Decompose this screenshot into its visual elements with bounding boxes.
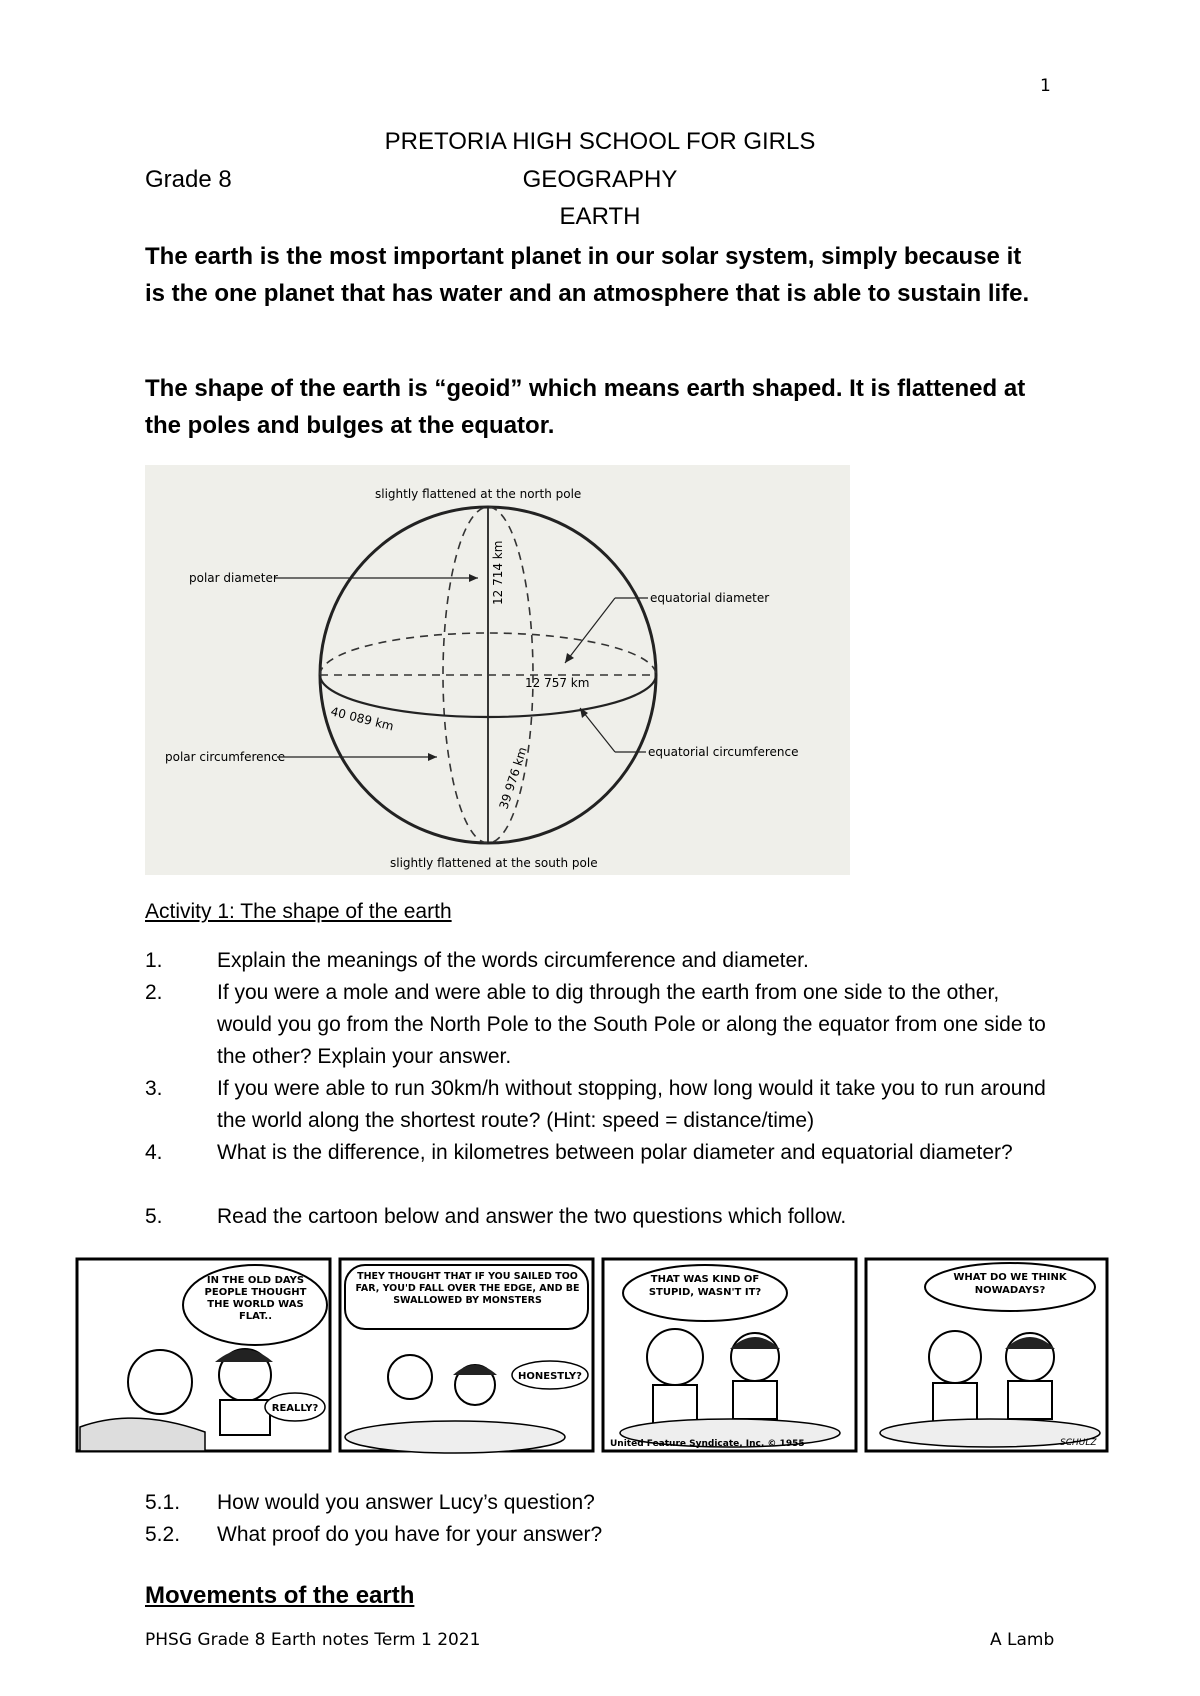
intro-paragraph-1: The earth is the most important planet in our solar system, simply because it is the one planet that has water and an atmosphere that is able to sustain life. — [145, 243, 1030, 307]
question-text: Explain the meanings of the words circumference and diameter. — [217, 949, 809, 972]
footer-right: A Lamb — [990, 1630, 1055, 1650]
bubble-text-area — [193, 1275, 318, 1339]
equatorial-diameter-value: 12 757 km — [525, 676, 590, 690]
panel1-reply-text: REALLY? — [271, 1403, 319, 1414]
equatorial-circumference-label: equatorial circumference — [648, 745, 799, 759]
panel4-bubble-text: WHAT DO WE THINK NOWADAYS? — [953, 1272, 1067, 1296]
bubble-text-area — [945, 1271, 1075, 1307]
question-number: 4. — [145, 1141, 163, 1164]
question-text: What is the difference, in kilometres between polar diameter and equatorial diameter? — [217, 1141, 1013, 1164]
polar-circumference-arrowhead — [428, 753, 437, 761]
activity-title: Activity 1: The shape of the earth — [145, 900, 452, 923]
bubble-text-area — [350, 1271, 585, 1329]
question-number: 5.2. — [145, 1523, 181, 1546]
question-number: 3. — [145, 1077, 163, 1100]
subject-title: GEOGRAPHY — [522, 166, 678, 193]
panel3-credit: United Feature Syndicate, Inc. © 1955 — [610, 1439, 805, 1449]
question-number: 1. — [145, 949, 163, 972]
question-text: If you were able to run 30km/h without stopping, how long would it take you to run around the world along the shortest route? (Hint: speed = distance/time) — [217, 1077, 1046, 1132]
couch — [345, 1421, 565, 1453]
question-text: Read the cartoon below and answer the two questions which follow. — [217, 1205, 847, 1228]
charlie-brown-head — [128, 1350, 192, 1414]
panel2-bubble-text: THEY THOUGHT THAT IF YOU SAILED TOO FAR, YOU'D FALL OVER THE EDGE, AND BE SWALLOWED BY MONSTERS — [355, 1271, 580, 1306]
grade-label: Grade 8 — [145, 166, 232, 193]
question-number: 2. — [145, 981, 163, 1004]
peanuts-cartoon — [75, 1257, 1110, 1455]
question-text: What proof do you have for your answer? — [217, 1523, 603, 1546]
charlie-brown-head — [929, 1331, 981, 1383]
lucy-body — [733, 1381, 777, 1419]
page-number: 1 — [1040, 76, 1051, 96]
charlie-brown-head — [388, 1355, 432, 1399]
north-pole-label: slightly flattened at the north pole — [375, 487, 582, 501]
lucy-body — [1008, 1381, 1052, 1419]
intro-paragraph-2: The shape of the earth is “geoid” which means earth shaped. It is flattened at the poles and bulges at the equator. — [145, 375, 1026, 439]
polar-diameter-label: polar diameter — [189, 571, 278, 585]
footer-left: PHSG Grade 8 Earth notes Term 1 2021 — [145, 1630, 481, 1650]
equatorial-diameter-label: equatorial diameter — [650, 591, 770, 605]
cartoon-svg — [75, 1257, 1110, 1455]
south-pole-label: slightly flattened at the south pole — [390, 856, 598, 870]
charlie-brown-body — [653, 1385, 697, 1425]
panel3-bubble-text: THAT WAS KIND OF STUPID, WASN'T IT? — [648, 1274, 762, 1298]
earth-diagram-svg — [145, 465, 850, 875]
movements-heading: Movements of the earth — [145, 1582, 415, 1609]
question-text: How would you answer Lucy’s question? — [217, 1491, 595, 1514]
question-text: If you were a mole and were able to dig through the earth from one side to the other, would you go from the North Pole to the South Pole or along the equator from one side to the other? Explain your answer. — [217, 981, 1046, 1068]
polar-circumference-label: polar circumference — [165, 750, 286, 764]
panel4-signature: SCHULZ — [1060, 1438, 1097, 1448]
question-number: 5. — [145, 1205, 163, 1228]
equatorial-diameter-arrowhead — [565, 653, 574, 663]
polar-diameter-arrowhead — [469, 574, 478, 582]
bubble-text-area — [640, 1273, 770, 1317]
equatorial-circumference-value: 39 976 km — [496, 745, 530, 811]
lucy-body — [220, 1400, 270, 1435]
charlie-brown-body — [933, 1383, 977, 1423]
equatorial-diameter-arrow — [565, 598, 615, 663]
polar-diameter-value: 12 714 km — [491, 540, 505, 605]
panel1-bubble-text: IN THE OLD DAYS PEOPLE THOUGHT THE WORLD WAS FLAT.. — [204, 1275, 307, 1322]
topic-title: EARTH — [559, 203, 641, 230]
school-title: PRETORIA HIGH SCHOOL FOR GIRLS — [384, 128, 816, 155]
panel2-reply-text: HONESTLY? — [518, 1371, 582, 1382]
earth-shape-diagram — [145, 465, 850, 875]
polar-circumference-value: 40 089 km — [329, 704, 396, 734]
question-number: 5.1. — [145, 1491, 181, 1514]
charlie-brown-head — [647, 1329, 703, 1385]
